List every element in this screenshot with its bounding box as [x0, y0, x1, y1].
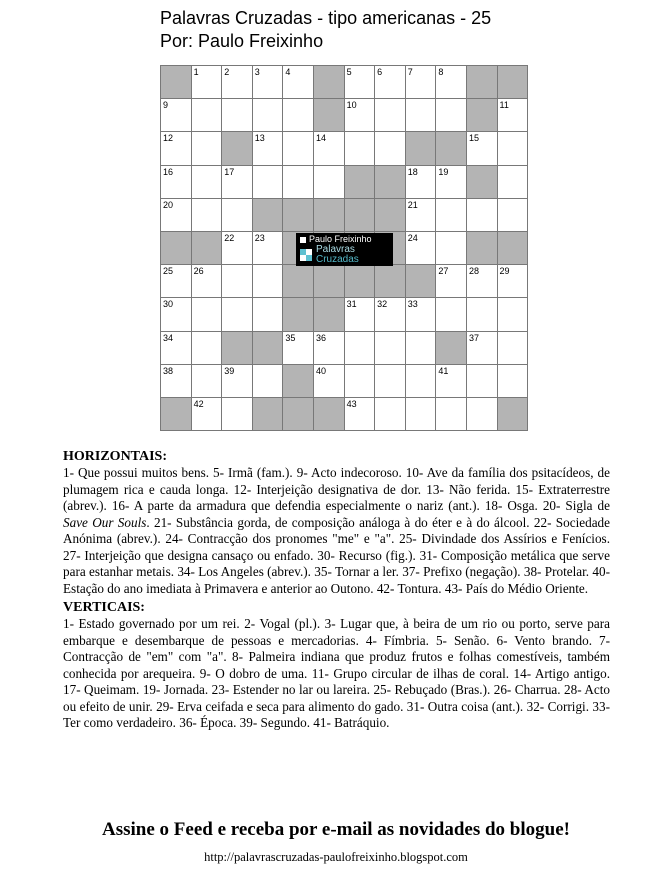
- cell-number: 35: [285, 332, 296, 343]
- cell-number: 10: [346, 100, 357, 111]
- grid-cell[interactable]: [436, 265, 467, 298]
- blocked-cell: [253, 199, 284, 232]
- grid-cell[interactable]: [253, 365, 284, 398]
- blocked-cell: [314, 199, 345, 232]
- grid-cell[interactable]: [161, 298, 192, 331]
- grid-cell[interactable]: [345, 365, 376, 398]
- cell-number: 36: [315, 332, 326, 343]
- grid-cell[interactable]: [467, 298, 498, 331]
- logo-bottom-row: [300, 245, 389, 265]
- logo-cruzadas-text: Cruzadas: [316, 254, 359, 265]
- cell-number: 40: [315, 365, 326, 376]
- paulo-freixinho-logo: [296, 233, 393, 266]
- grid-cell[interactable]: [375, 99, 406, 132]
- cell-number: 4: [285, 67, 291, 77]
- down-clues-text: 1- Estado governado por um rei. 2- Vogal (pl.). 3- Lugar que, à beira de um rio ou porto, serve para embarque e desembarque de pessoas e mercadorias. 4- Fímbria. 5- Senão. 6- Vento brando. 7- Contracção de "em" com "a". 8- Palmeira indiana que produz frutos e folhas comestíveis, também conhecida por arequeira. 9- O dobro de uma. 11- Grupo circular de ilhas de coral. 14- Artigo antigo. 17- Queimam. 19- Jornada. 23- Estender no lar ou lareira. 25- Rebuçado (Bras.). 26- Charrua. 28- Acto ou efeito de unir. 29- Erva ceifada e seca para alimento do gado. 31- Outra coisa (ant.). 32- Corrigi. 33- Ter como verdadeiro. 36- Época. 39- Segundo. 41- Batráquio.: [63, 616, 610, 730]
- grid-cell[interactable]: [467, 398, 498, 431]
- blocked-cell: [436, 132, 467, 165]
- grid-cell[interactable]: [498, 166, 529, 199]
- logo-palavras-text: Palavras: [316, 244, 355, 255]
- grid-cell[interactable]: [498, 132, 529, 165]
- grid-cell[interactable]: [406, 99, 437, 132]
- grid-cell[interactable]: [406, 232, 437, 265]
- blocked-cell: [283, 298, 314, 331]
- grid-cell[interactable]: [192, 199, 223, 232]
- grid-cell[interactable]: [192, 398, 223, 431]
- grid-cell[interactable]: [498, 99, 529, 132]
- cell-number: 23: [254, 232, 265, 243]
- grid-cell[interactable]: [192, 166, 223, 199]
- cell-number: 11: [499, 100, 509, 111]
- grid-cell[interactable]: [375, 398, 406, 431]
- blocked-cell: [498, 232, 529, 265]
- cell-number: 7: [407, 67, 413, 77]
- grid-cell[interactable]: [436, 298, 467, 331]
- grid-cell[interactable]: [222, 99, 253, 132]
- grid-cell[interactable]: [436, 99, 467, 132]
- grid-cell[interactable]: [222, 365, 253, 398]
- cell-number: 38: [163, 365, 174, 376]
- grid-cell[interactable]: [192, 66, 223, 99]
- cell-number: 24: [407, 232, 418, 243]
- cell-number: 13: [254, 133, 265, 144]
- clues-section: [63, 448, 610, 734]
- cell-number: 42: [193, 398, 204, 409]
- grid-cell[interactable]: [467, 199, 498, 232]
- cell-number: 34: [163, 332, 174, 343]
- grid-cell[interactable]: [406, 332, 437, 365]
- cell-number: 29: [499, 266, 510, 277]
- cell-number: 26: [193, 266, 204, 277]
- grid-cell[interactable]: [498, 265, 529, 298]
- grid-cell[interactable]: [314, 365, 345, 398]
- grid-cell[interactable]: [498, 332, 529, 365]
- grid-cell[interactable]: [314, 166, 345, 199]
- blocked-cell: [375, 199, 406, 232]
- cell-number: 33: [407, 299, 418, 310]
- logo-top-row: [300, 235, 389, 244]
- grid-cell[interactable]: [253, 132, 284, 165]
- cell-number: 16: [163, 166, 174, 177]
- cell-number: 1: [193, 67, 199, 77]
- blocked-cell: [161, 398, 192, 431]
- cell-number: 5: [346, 67, 352, 77]
- page-title-line2: Por: Paulo Freixinho: [160, 31, 324, 51]
- grid-cell[interactable]: [253, 232, 284, 265]
- cell-number: 17: [224, 166, 235, 177]
- grid-cell[interactable]: [406, 166, 437, 199]
- grid-cell[interactable]: [161, 132, 192, 165]
- blocked-cell: [161, 66, 192, 99]
- blocked-cell: [406, 265, 437, 298]
- cell-number: 12: [163, 133, 174, 144]
- cell-number: 21: [407, 199, 418, 210]
- feed-subscribe-message: Assine o Feed e receba por e-mail as novidades do blogue!: [102, 819, 570, 840]
- cell-number: 19: [438, 166, 449, 177]
- cell-number: 20: [163, 199, 174, 210]
- cell-number: 28: [468, 266, 479, 277]
- cell-number: 6: [377, 67, 383, 77]
- grid-cell[interactable]: [222, 265, 253, 298]
- blocked-cell: [283, 265, 314, 298]
- logo-checker-icon: [300, 249, 312, 261]
- grid-cell[interactable]: [498, 365, 529, 398]
- blocked-cell: [467, 232, 498, 265]
- grid-cell[interactable]: [345, 298, 376, 331]
- grid-cell[interactable]: [222, 232, 253, 265]
- grid-cell[interactable]: [192, 132, 223, 165]
- cell-number: 14: [315, 133, 326, 144]
- grid-cell[interactable]: [253, 99, 284, 132]
- blocked-cell: [222, 332, 253, 365]
- blocked-cell: [375, 166, 406, 199]
- blocked-cell: [283, 365, 314, 398]
- across-clues-header: HORIZONTAIS:: [63, 449, 167, 464]
- grid-cell[interactable]: [406, 365, 437, 398]
- grid-cell[interactable]: [375, 132, 406, 165]
- cell-number: 25: [163, 266, 174, 277]
- down-clues-header: VERTICAIS:: [63, 600, 145, 615]
- grid-cell[interactable]: [406, 398, 437, 431]
- cell-number: 30: [163, 299, 174, 310]
- cell-number: 37: [468, 332, 479, 343]
- grid-cell[interactable]: [161, 265, 192, 298]
- grid-cell[interactable]: [436, 398, 467, 431]
- grid-cell[interactable]: [314, 332, 345, 365]
- blocked-cell: [314, 298, 345, 331]
- grid-cell[interactable]: [192, 332, 223, 365]
- grid-cell[interactable]: [406, 199, 437, 232]
- grid-cell[interactable]: [222, 66, 253, 99]
- grid-cell[interactable]: [161, 199, 192, 232]
- grid-cell[interactable]: [406, 298, 437, 331]
- blocked-cell: [192, 232, 223, 265]
- logo-author-name: Paulo Freixinho: [309, 234, 372, 244]
- cell-number: 8: [438, 67, 444, 77]
- grid-cell[interactable]: [467, 332, 498, 365]
- grid-cell[interactable]: [283, 166, 314, 199]
- cell-number: 27: [438, 266, 449, 277]
- grid-cell[interactable]: [192, 265, 223, 298]
- cell-number: 15: [468, 133, 479, 144]
- blocked-cell: [406, 132, 437, 165]
- grid-cell[interactable]: [345, 66, 376, 99]
- cell-number: 32: [377, 299, 388, 310]
- blocked-cell: [283, 199, 314, 232]
- grid-cell[interactable]: [283, 132, 314, 165]
- blocked-cell: [436, 332, 467, 365]
- blocked-cell: [253, 332, 284, 365]
- blocked-cell: [283, 398, 314, 431]
- grid-cell[interactable]: [498, 199, 529, 232]
- blocked-cell: [375, 265, 406, 298]
- blocked-cell: [467, 66, 498, 99]
- blocked-cell: [345, 199, 376, 232]
- blog-url-link[interactable]: http://palavrascruzadas-paulofreixinho.blogspot.com: [204, 850, 468, 864]
- cell-number: 22: [224, 232, 235, 243]
- grid-cell[interactable]: [222, 398, 253, 431]
- grid-cell[interactable]: [436, 66, 467, 99]
- grid-cell[interactable]: [436, 365, 467, 398]
- cell-number: 2: [224, 67, 230, 77]
- blocked-cell: [345, 265, 376, 298]
- grid-cell[interactable]: [161, 166, 192, 199]
- blocked-cell: [314, 66, 345, 99]
- grid-cell[interactable]: [436, 199, 467, 232]
- blocked-cell: [467, 166, 498, 199]
- cell-number: 18: [407, 166, 418, 177]
- grid-cell[interactable]: [222, 166, 253, 199]
- grid-cell[interactable]: [222, 298, 253, 331]
- cell-number: 39: [224, 365, 235, 376]
- cell-number: 3: [254, 67, 260, 77]
- grid-cell[interactable]: [375, 66, 406, 99]
- blocked-cell: [345, 166, 376, 199]
- blocked-cell: [222, 132, 253, 165]
- page-title-line1: Palavras Cruzadas - tipo americanas - 25: [160, 8, 492, 28]
- blocked-cell: [467, 99, 498, 132]
- grid-cell[interactable]: [253, 298, 284, 331]
- grid-cell[interactable]: [253, 66, 284, 99]
- grid-cell[interactable]: [222, 199, 253, 232]
- grid-cell[interactable]: [283, 66, 314, 99]
- grid-cell[interactable]: [436, 166, 467, 199]
- grid-cell[interactable]: [283, 332, 314, 365]
- page-title: [160, 7, 491, 53]
- grid-cell[interactable]: [345, 132, 376, 165]
- grid-cell[interactable]: [467, 365, 498, 398]
- blocked-cell: [498, 66, 529, 99]
- grid-cell[interactable]: [283, 99, 314, 132]
- grid-cell[interactable]: [314, 132, 345, 165]
- grid-cell[interactable]: [253, 166, 284, 199]
- blocked-cell: [498, 398, 529, 431]
- grid-cell[interactable]: [192, 365, 223, 398]
- grid-cell[interactable]: [467, 132, 498, 165]
- grid-cell[interactable]: [161, 99, 192, 132]
- grid-cell[interactable]: [161, 332, 192, 365]
- blocked-cell: [314, 265, 345, 298]
- grid-cell[interactable]: [253, 265, 284, 298]
- logo-square-icon: [300, 237, 306, 243]
- grid-cell[interactable]: [375, 365, 406, 398]
- blocked-cell: [314, 398, 345, 431]
- grid-cell[interactable]: [436, 232, 467, 265]
- cell-number: 41: [438, 365, 449, 376]
- grid-cell[interactable]: [375, 332, 406, 365]
- grid-cell[interactable]: [375, 298, 406, 331]
- cell-number: 9: [163, 100, 169, 111]
- cell-number: 43: [346, 398, 357, 409]
- grid-cell[interactable]: [345, 332, 376, 365]
- across-clues-text: 1- Que possui muitos bens. 5- Irmã (fam.). 9- Acto indecoroso. 10- Ave da família dos psitacídeos, de plumagem rica e cauda longa. 12- Interjeição designativa de dor. 13- Não ferida. 15- Extraterrestre (abrev.). 16- A parte da armadura que defendia especialmente o nariz (ant.). 18- Osga. 20- Sigla de Save Our Souls. 21- Substância gorda, de composição análoga à do éter e à do álcool. 22- Sociedade Anónima (abrev.). 24- Contracção dos pronomes "me" e "a". 25- Divindade dos Assírios e Fenícios. 27- Interjeição que designa cansaço ou enfado. 30- Recurso (fig.). 31- Composição metálica que serve para estanhar metais. 34- Los Angeles (abrev.). 35- Tornar a ler. 37- Prefixo (negação). 38- Protelar. 40- Estação do ano imediata à Primavera e anterior ao Outono. 42- Tontura. 43- País do Médio Oriente.: [63, 465, 610, 596]
- grid-cell[interactable]: [192, 298, 223, 331]
- blocked-cell: [253, 398, 284, 431]
- grid-cell[interactable]: [498, 298, 529, 331]
- grid-cell[interactable]: [192, 99, 223, 132]
- blocked-cell: [161, 232, 192, 265]
- cell-number: 31: [346, 299, 357, 310]
- grid-cell[interactable]: [161, 365, 192, 398]
- grid-cell[interactable]: [406, 66, 437, 99]
- grid-cell[interactable]: [467, 265, 498, 298]
- blocked-cell: [314, 99, 345, 132]
- grid-cell[interactable]: [345, 99, 376, 132]
- grid-cell[interactable]: [345, 398, 376, 431]
